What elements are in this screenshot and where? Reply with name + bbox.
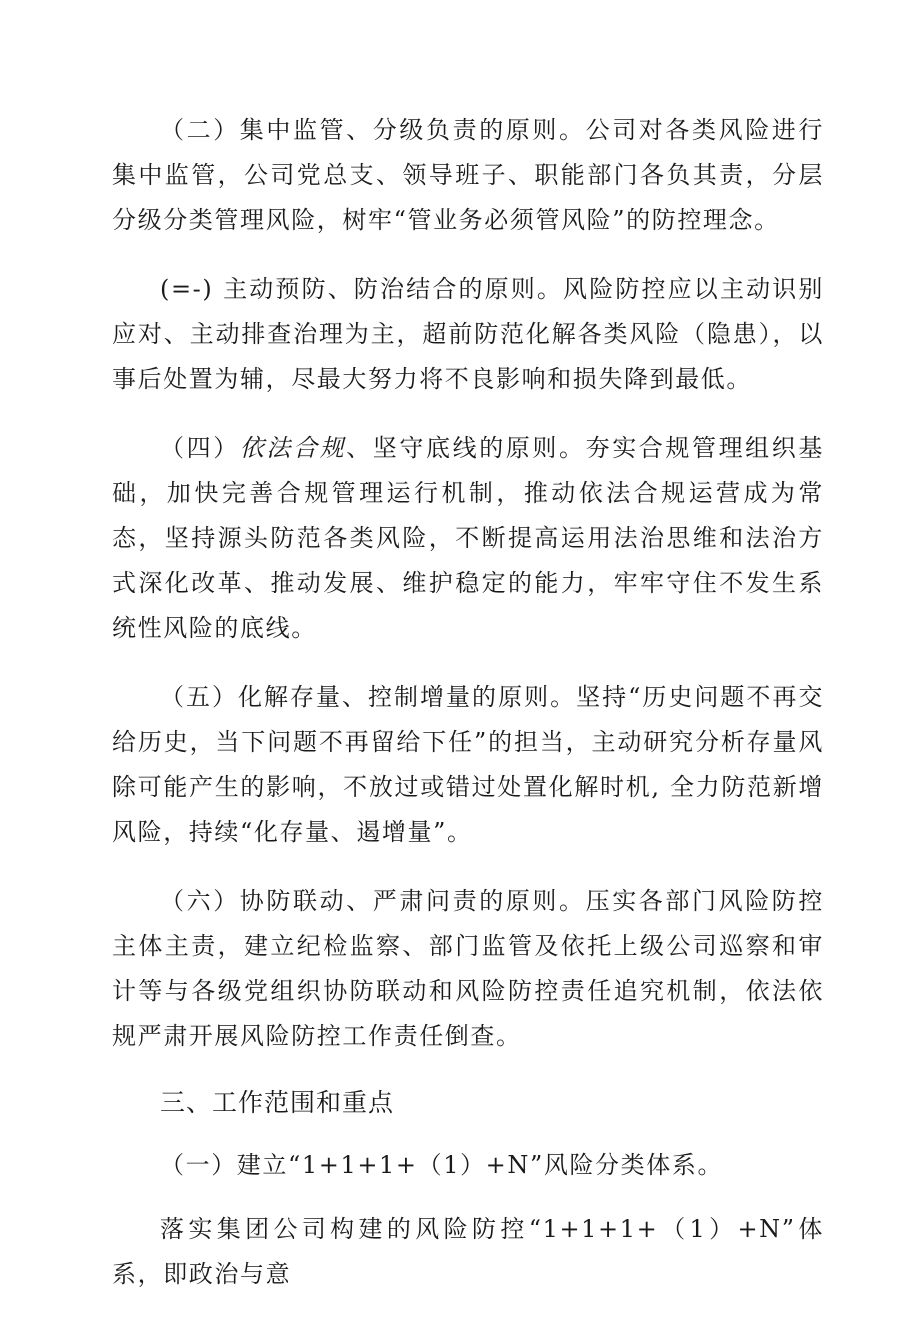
paragraph-principle-5: （五）化解存量、控制增量的原则。坚持“历史问题不再交给历史，当下问题不再留给下任”的担当，主动研究分析存量风除可能产生的影响，不放过或错过处置化解时机, 全力防范新增风险，持续“化存量、遏增量”。 [112, 683, 824, 846]
paragraph-principle-4 [112, 426, 824, 651]
paragraph-body: 落实集团公司构建的风险防控“1+1+1+（1）+N”体系，即政治与意 [112, 1215, 824, 1288]
principle-4-prefix: （四） [160, 434, 240, 462]
paragraph-principle-3: (=-) 主动预防、防治结合的原则。风险防控应以主动识别应对、主动排查治理为主，超前防范化解各类风险（隐患），以事后处置为辅，尽最大努力将不良影响和损失降到最低。 [112, 275, 824, 393]
subsection-heading: （一）建立“1+1+1+（1）+N”风险分类体系。 [160, 1151, 724, 1179]
paragraph-principle-6: （六）协防联动、严肃问责的原则。压实各部门风险防控主体主责，建立纪检监察、部门监管及依托上级公司巡察和审计等与各级党组织协防联动和风险防控责任追究机制，依法依规严肃开展风险防控工作责任倒查。 [112, 887, 824, 1050]
section-heading: 三、工作范围和重点 [160, 1088, 395, 1117]
document-page [112, 108, 824, 1321]
paragraph-principle-2: （二）集中监管、分级负责的原则。公司对各类风险进行集中监管，公司党总支、领导班子、职能部门各负其责，分层分级分类管理风险，树牢“管业务必须管风险”的防控理念。 [112, 116, 824, 234]
principle-4-rest: 、坚守底线的原则。夯实合规管理组织基础，加快完善合规管理运行机制，推动依法合规运营成为常态，坚持源头防范各类风险，不断提高运用法治思维和法治方式深化改革、推动发展、维护稳定的能力，牢牢守住不发生系统性风险的底线。 [112, 434, 824, 642]
principle-4-italic: 依法合规 [239, 434, 347, 462]
